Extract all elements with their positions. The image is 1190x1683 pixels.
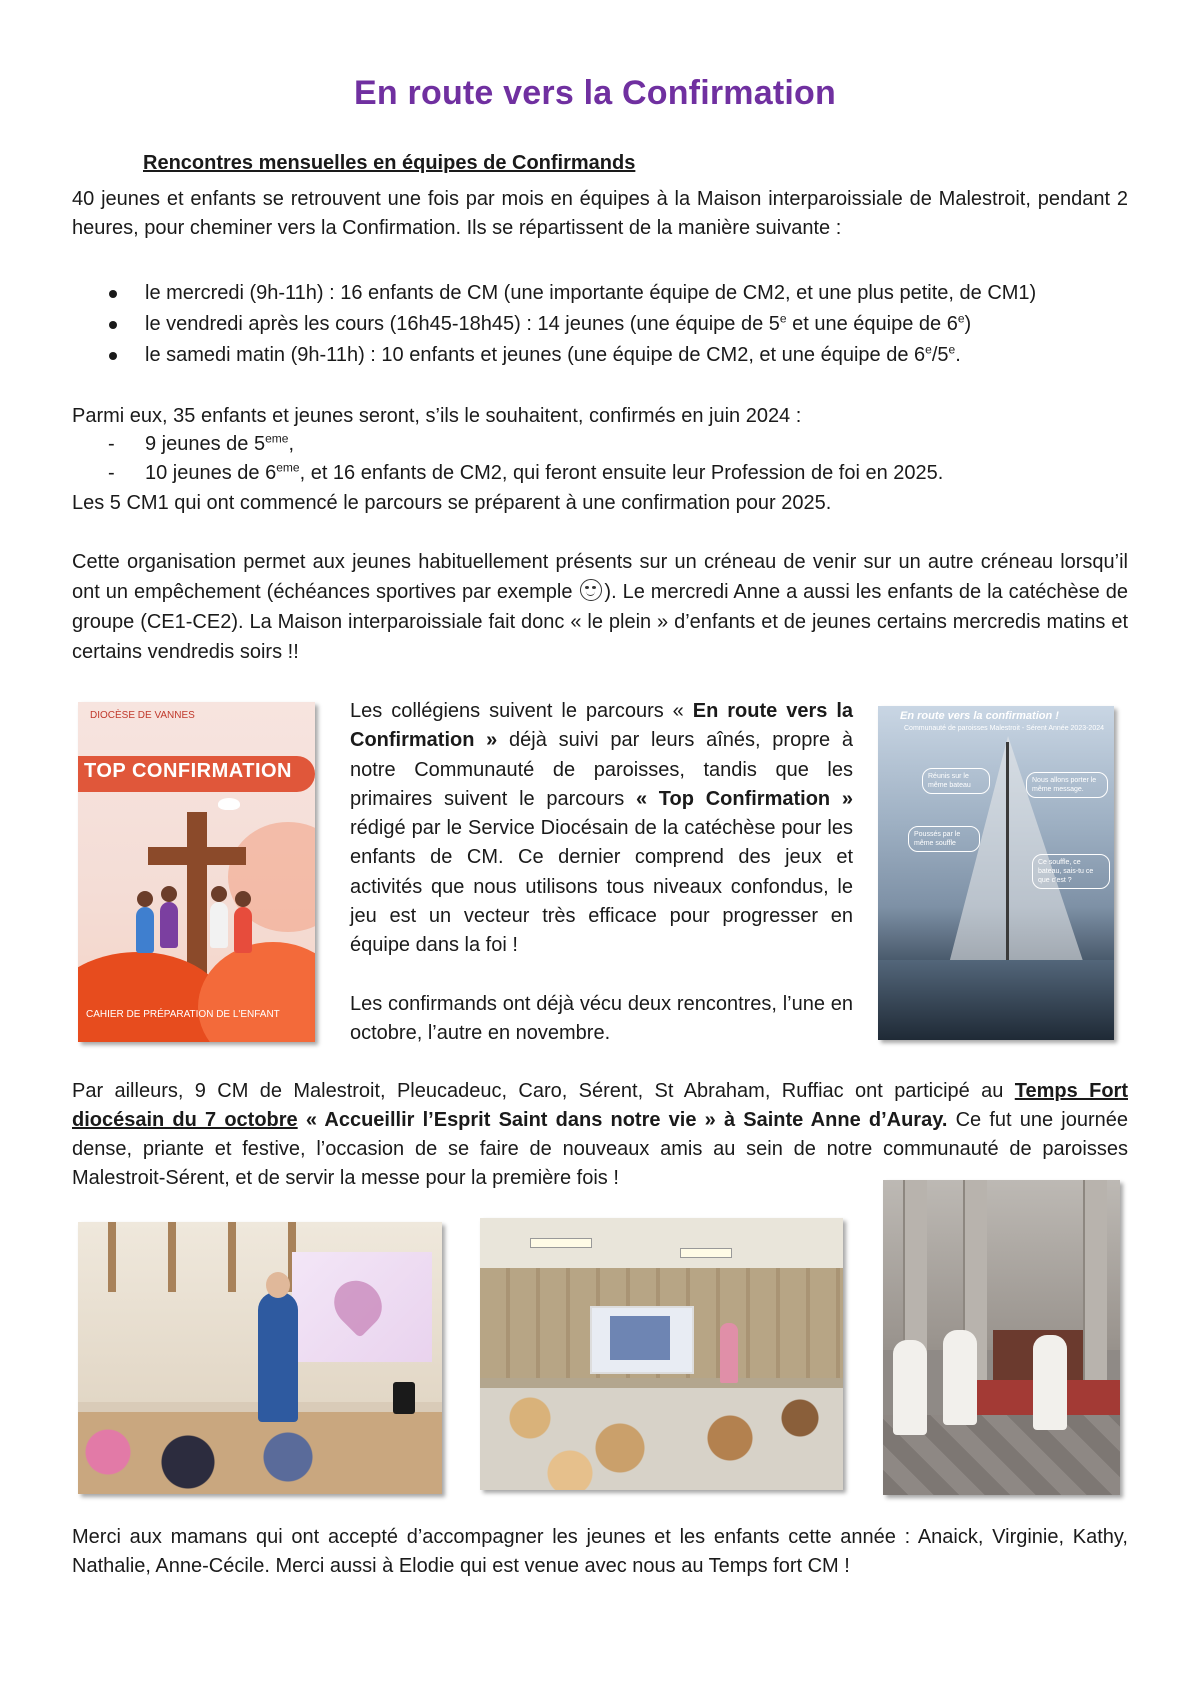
schedule-item-friday: le vendredi après les cours (16h45-18h45) : 14 jeunes (une équipe de 5e et une équipe de 6e) [72,309,1036,340]
confirm-item: - 9 jeunes de 5eme, [72,430,943,459]
photo-classroom [480,1218,843,1490]
rencontres-paragraph: Les confirmands ont déjà vécu deux rencontres, l’une en octobre, l’autre en novembre. [350,993,853,1045]
merci-paragraph: Merci aux mamans qui ont accepté d’accompagner les jeunes et les enfants cette année : Anaick, Virginie, Kathy, Nathalie, Anne-Cécile. Merci aussi à Elodie qui est venue avec nous au Temps fort CM ! [72,1526,1128,1577]
confirm-item: - 10 jeunes de 6eme, et 16 enfants de CM2, qui feront ensuite leur Profession de foi en 2025. [72,459,943,488]
top-confirmation-cover-image [78,702,315,1042]
cover-route-subtitle: Communauté de paroisses Malestroit - Sérent Année 2023-2024 [904,725,1105,732]
temps-fort-paragraph: Par ailleurs, 9 CM de Malestroit, Pleucadeuc, Caro, Sérent, St Abraham, Ruffiac ont participé au Temps Fort diocésain du 7 octobre « Accueillir l’Esprit Saint dans notre vie » à Sainte Anne d’Auray. Ce fut une journée dense, priante et festive, l’occasion de se faire de nouveaux amis au sein de notre communauté de paroisses Malestroit-Sérent, et de servir la messe pour la première fois ! [72,1080,1128,1189]
cover-title-text: TOP CONFIRMATION [84,760,292,782]
schedule-list [72,278,1036,371]
photo-presentation-room [78,1222,442,1494]
speech-bubble: Ce souffle, ce bateau, sais-tu ce que c'est ? [1032,854,1110,889]
speech-bubble: Poussés par le même souffle [908,826,980,852]
confirm-intro: Parmi eux, 35 enfants et jeunes seront, s’ils le souhaitent, confirmés en juin 2024 : [72,405,802,427]
organisation-paragraph: Cette organisation permet aux jeunes habituellement présents sur un créneau de venir sur un autre créneau lorsqu’il ont un empêchement (échéances sportives par exemple ). Le mercredi Anne a aussi les enfants de la catéchèse de groupe (CE1-CE2). La Maison interparoissiale fait donc « le plein » d’enfants et de jeunes certains mercredis matins et certains vendredis soirs !! [72,551,1128,663]
dove-icon [218,798,240,810]
cover-diocese-text: DIOCÈSE DE VANNES [90,710,195,721]
cover-footer-text: CAHIER DE PRÉPARATION DE L'ENFANT [86,1009,280,1020]
schedule-item-wednesday: le mercredi (9h-11h) : 16 enfants de CM (une importante équipe de CM2, et une plus petite, de CM1) [72,278,1036,309]
smiley-icon [580,579,602,601]
photo-church-mass [883,1180,1120,1495]
intro-paragraph: 40 jeunes et enfants se retrouvent une fois par mois en équipes à la Maison interparoissiale de Malestroit, pendant 2 heures, pour cheminer vers la Confirmation. Ils se répartissent de la manière suivante : [72,188,1128,239]
schedule-item-saturday: le samedi matin (9h-11h) : 10 enfants et jeunes (une équipe de CM2, et une équipe de 6e/5e. [72,340,1036,371]
en-route-cover-image [878,706,1114,1040]
page-title: En route vers la Confirmation [354,74,836,112]
parcours-paragraph: Les collégiens suivent le parcours « En route vers la Confirmation » déjà suivi par leurs aînés, propre à notre Communauté de paroisses, tandis que les primaires suivent le parcours « Top Confirmation » rédigé par le Service Diocésain de la catéchèse pour les enfants de CM. Ce dernier comprend des jeux et activités que nous utilisons tous niveaux confondus, le jeu est un vecteur très efficace pour progresser en équipe dans la foi ! [350,700,854,957]
section-subtitle: Rencontres mensuelles en équipes de Confirmands [143,152,636,174]
cover-route-title: En route vers la confirmation ! [900,710,1059,722]
speech-bubble: Nous allons porter le même message. [1026,772,1108,798]
cm1-line: Les 5 CM1 qui ont commencé le parcours se préparent à une confirmation pour 2025. [72,492,832,514]
speech-bubble: Réunis sur le même bateau [922,768,990,794]
confirm-list [72,430,943,488]
